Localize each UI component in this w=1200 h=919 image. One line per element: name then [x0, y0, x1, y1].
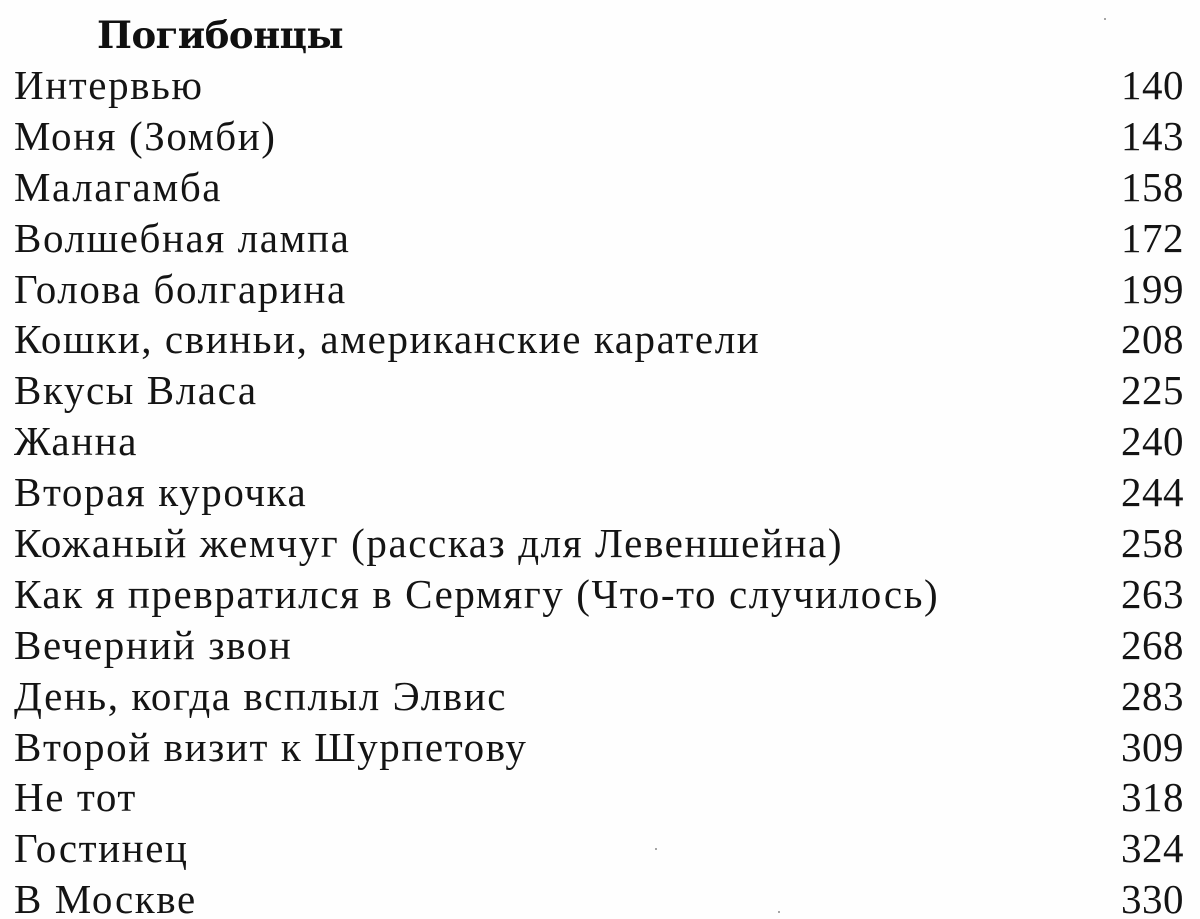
toc-entry-page-number: 268 [1121, 621, 1184, 668]
toc-entry-page-number: 158 [1121, 163, 1184, 210]
toc-entry-page-number: 244 [1121, 469, 1184, 516]
toc-entry-title: Кошки, свиньи, американские каратели [14, 316, 761, 363]
toc-entry [14, 569, 1184, 620]
toc-entry-title: Моня (Зомби) [14, 112, 277, 159]
toc-entry-page-number: 199 [1121, 265, 1184, 312]
toc-entry [14, 467, 1184, 518]
toc-entry [14, 314, 1184, 365]
toc-entry [14, 823, 1184, 874]
toc-entry [14, 671, 1184, 722]
toc-entry-page-number: 143 [1121, 112, 1184, 159]
toc-entry [14, 213, 1184, 264]
toc-entry-title: Малагамба [14, 163, 223, 210]
toc-entry [14, 111, 1184, 162]
toc-entry-page-number: 208 [1121, 316, 1184, 363]
toc-entry-title: Как я превратился в Сермягу (Что-то случилось) [14, 570, 940, 617]
toc-entry-title: Кожаный жемчуг (рассказ для Левеншейна) [14, 520, 844, 567]
toc-entry-page-number: 263 [1121, 570, 1184, 617]
toc-entry-title: Не тот [14, 774, 137, 821]
toc-entry-page-number: 258 [1121, 520, 1184, 567]
toc-entry-title: День, когда всплыл Элвис [14, 672, 508, 719]
toc-entry-title: В Москве [14, 876, 197, 919]
toc-entry [14, 722, 1184, 773]
toc-entry-title: Вечерний звон [14, 621, 293, 668]
toc-entry-page-number: 283 [1121, 672, 1184, 719]
toc-entry [14, 772, 1184, 823]
toc-entry-title: Волшебная лампа [14, 214, 351, 261]
toc-entry-page-number: 240 [1121, 418, 1184, 465]
toc-entry [14, 365, 1184, 416]
toc-entry-page-number: 318 [1121, 774, 1184, 821]
toc-entry-title: Голова болгарина [14, 265, 347, 312]
toc-entry-title: Вторая курочка [14, 469, 308, 516]
toc-entry [14, 620, 1184, 671]
toc-entry-title: Жанна [14, 418, 138, 465]
scan-speck [1104, 18, 1106, 20]
toc-entry-page-number: 324 [1121, 825, 1184, 872]
toc-entry-page-number: 225 [1121, 367, 1184, 414]
toc-entry [14, 874, 1184, 919]
toc-entry [14, 60, 1184, 111]
toc-entry [14, 264, 1184, 315]
toc-entry-title: Второй визит к Шурпетову [14, 723, 528, 770]
toc-entry-page-number: 309 [1121, 723, 1184, 770]
toc-entry [14, 162, 1184, 213]
toc-entry-page-number: 140 [1121, 62, 1184, 108]
toc-entry-page-number: 172 [1121, 214, 1184, 261]
section-title: Погибонцы [97, 13, 344, 57]
toc-entry-title: Гостинец [14, 825, 189, 872]
toc-entry [14, 416, 1184, 467]
toc-entry-page-number: 330 [1121, 876, 1184, 919]
toc-entry-title: Интервью [14, 62, 204, 108]
table-of-contents [14, 60, 1184, 919]
toc-entry-title: Вкусы Власа [14, 367, 258, 414]
toc-entry [14, 518, 1184, 569]
